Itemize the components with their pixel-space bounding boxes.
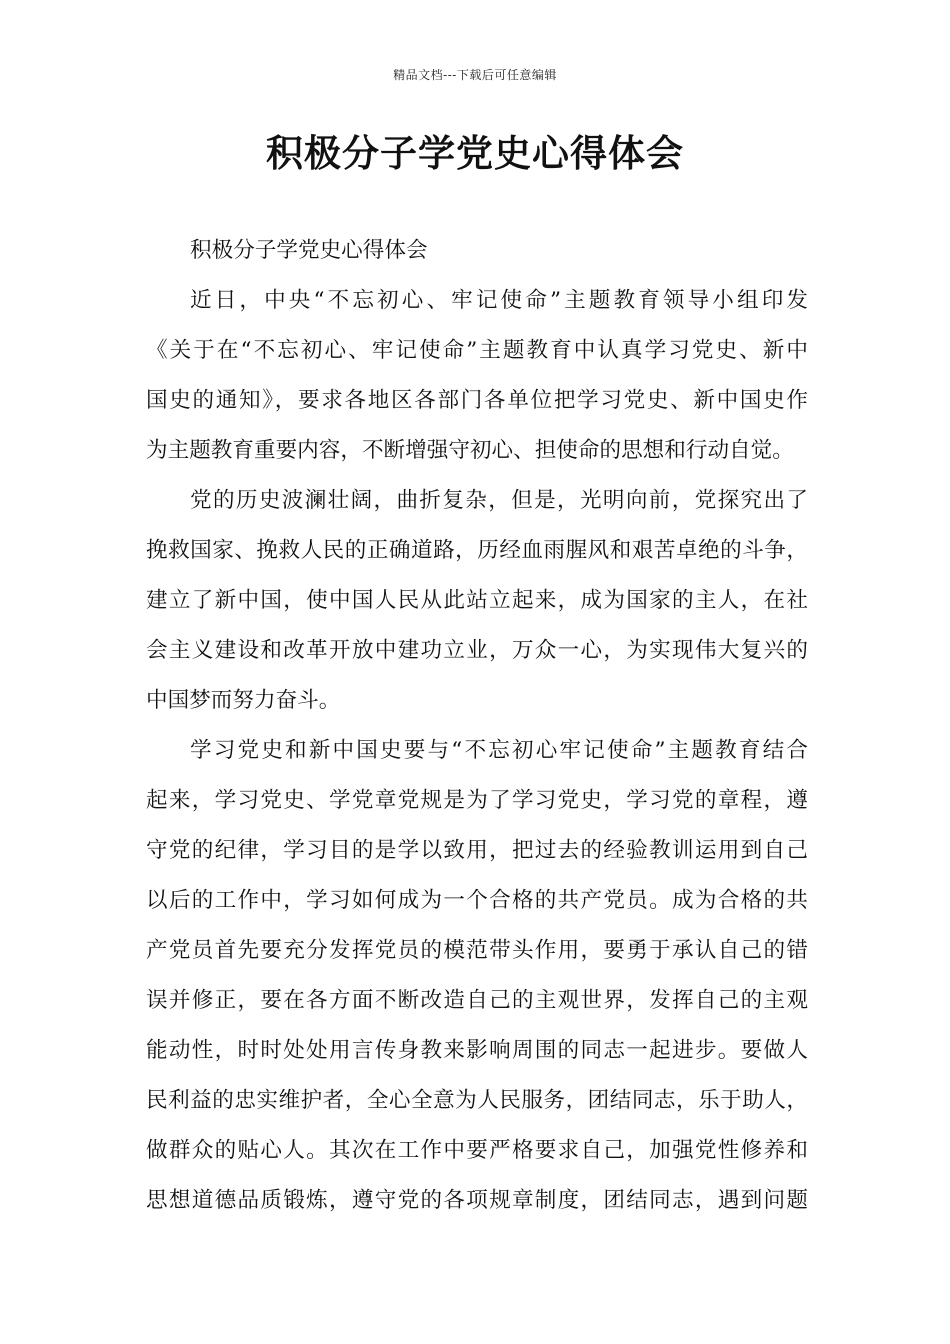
body-text-line: 以后的工作中，学习如何成为一个合格的共产党员。成为合格的共 [146,888,808,913]
body-text-line: 误并修正，要在各方面不断改造自己的主观世界，发挥自己的主观 [146,988,808,1013]
body-text-line: 近日，中央“不忘初心、牢记使命”主题教育领导小组印发 [190,288,808,313]
body-text-line: 做群众的贴心人。其次在工作中要严格要求自己，加强党性修养和 [146,1138,808,1163]
body-text-line: 能动性，时时处处用言传身教来影响周围的同志一起进步。要做人 [146,1038,808,1063]
body-text-line: 产党员首先要充分发挥党员的模范带头作用，要勇于承认自己的错 [146,938,808,963]
body-text-line: 民利益的忠实维护者，全心全意为人民服务，团结同志，乐于助人， [146,1088,808,1113]
body-text-line: 党的历史波澜壮阔，曲折复杂，但是，光明向前，党探究出了 [190,488,808,513]
body-text-line: 起来，学习党史、学党章党规是为了学习党史，学习党的章程，遵 [146,788,808,813]
body-text-line: 学习党史和新中国史要与“不忘初心牢记使命”主题教育结合 [190,738,808,763]
body-text-line: 积极分子学党史心得体会 [190,238,428,263]
body-text-line: 思想道德品质锻炼，遵守党的各项规章制度，团结同志，遇到问题 [146,1188,808,1213]
body-text-line: 《关于在“不忘初心、牢记使命”主题教育中认真学习党史、新中 [146,338,808,363]
header-note: 精品文档---下载后可任意编辑 [393,68,557,82]
body-text-line: 中国梦而努力奋斗。 [146,688,341,713]
body-text-line: 建立了新中国，使中国人民从此站立起来，成为国家的主人，在社 [146,588,808,613]
body-text-line: 会主义建设和改革开放中建功立业，万众一心，为实现伟大复兴的 [146,638,808,663]
body-text-line: 守党的纪律，学习目的是学以致用，把过去的经验教训运用到自己 [146,838,808,863]
document-body [146,226,808,1226]
document-title: 积极分子学党史心得体会 [266,131,684,175]
body-text-line: 为主题教育重要内容，不断增强守初心、担使命的思想和行动自觉。 [146,438,794,463]
body-text-line: 国史的通知》，要求各地区各部门各单位把学习党史、新中国史作 [146,388,808,413]
body-text-line: 挽救国家、挽救人民的正确道路，历经血雨腥风和艰苦卓绝的斗争， [146,538,808,563]
